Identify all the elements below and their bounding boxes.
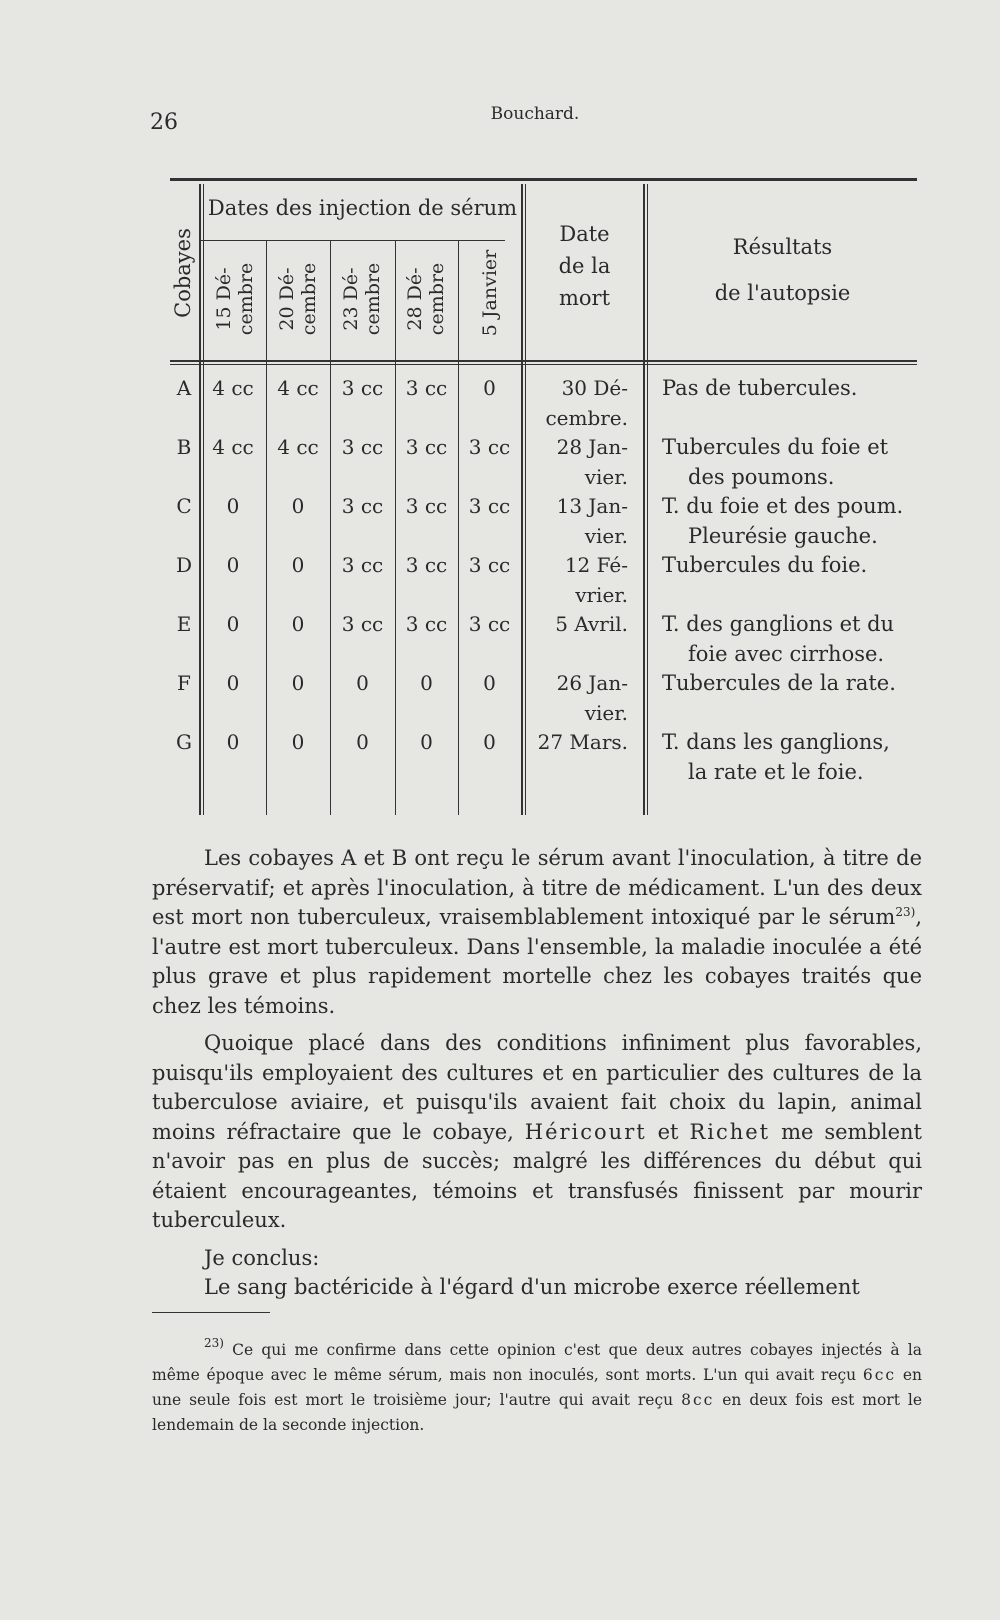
paragraph: Le sang bactéricide à l'égard d'un microbe exerce réellement	[204, 1275, 860, 1299]
dose: 0	[291, 494, 305, 518]
dose: 3 cc	[405, 435, 448, 459]
footnote: $^{23)}$ Ce qui me confirme dans cette opinion c'est que deux autres cobayes injectés à la même époque avec le même sérum, mais non inoculés, sont morts. L'un qui avait reçu 6cc en une seule fois est mort le troisième jour; l'autre qui avait reçu 8cc en deux fois est mort le lendemain de la seconde injection.	[152, 1336, 922, 1434]
header-injection-dates: Dates des injection de sérum	[207, 196, 518, 220]
row-id: A	[176, 376, 192, 400]
dose: 4 cc	[212, 376, 254, 400]
table-top-rule	[170, 178, 917, 181]
running-head	[150, 104, 920, 144]
author-name: Héricourt	[524, 1119, 647, 1144]
paragraph: Quoique placé dans des conditions infiniment plus favorables, puisqu'ils employaient des cultures et en particulier des cultures de la tuberculose aviaire, et puisqu'ils avaient fait choix du lapin, animal moins réfractaire que le cobaye, Héricourt et Richet me semblent n'avoir pas en plus de succès; malgré les différences du début qui étaient encourageantes, témoins et transfusés finissent par mourir tuberculeux.	[152, 1031, 922, 1232]
table-header-rule-2	[170, 364, 917, 365]
dose: 0	[420, 730, 433, 754]
autopsy-result: T. des ganglions et du foie avec cirrhose.	[662, 612, 895, 666]
dose: 0	[483, 730, 496, 754]
row-id: D	[175, 553, 193, 577]
header-date-4: 28 Dé- cembre	[404, 262, 448, 336]
dose: 4 cc	[277, 376, 319, 400]
page-number: 26	[150, 110, 178, 135]
dose: 0	[420, 671, 433, 695]
dose: 0	[226, 494, 240, 518]
dose: 0	[291, 612, 305, 636]
dose: 3 cc	[405, 376, 448, 400]
col-rule	[643, 184, 645, 815]
death-date: 28 Jan- vier.	[556, 435, 628, 489]
header-date-1: 15 Dé- cembre	[213, 262, 257, 336]
dose: 0	[483, 671, 496, 695]
death-date: 27 Mars.	[537, 730, 628, 754]
footnote-rule	[152, 1312, 270, 1313]
table-header-rule	[170, 360, 917, 362]
running-head-author: Bouchard.	[490, 104, 580, 124]
dose: 0	[226, 553, 240, 577]
dose: 3 cc	[341, 612, 384, 636]
footnote-ref: 23)	[895, 905, 916, 919]
dose: 4 cc	[277, 435, 319, 459]
footnote-marker: 23)	[204, 1336, 224, 1350]
dose: 3 cc	[468, 494, 511, 518]
header-date-5: 5 Janvier	[479, 249, 501, 337]
dose: 3 cc	[341, 553, 384, 577]
dose: 3 cc	[468, 612, 511, 636]
paragraph: Je conclus:	[204, 1245, 320, 1270]
header-death-date: Date de la mort	[558, 222, 611, 310]
dose: 0	[356, 671, 369, 695]
dose: 4 cc	[212, 435, 254, 459]
autopsy-result: Pas de tubercules.	[662, 376, 858, 400]
autopsy-result: Tubercules du foie.	[662, 553, 868, 577]
dose: 3 cc	[341, 376, 384, 400]
death-date: 12 Fé- vrier.	[564, 553, 628, 607]
death-date: 26 Jan- vier.	[556, 671, 628, 725]
header-results: Résultats de l'autopsie	[714, 235, 851, 305]
dose: 0	[226, 730, 240, 754]
autopsy-result: T. dans les ganglions, la rate et le foie.	[662, 730, 890, 784]
header-cobayes: Cobayes	[171, 228, 195, 318]
death-date: 30 Dé- cembre.	[545, 376, 628, 430]
dose: 0	[356, 730, 369, 754]
dose: 3 cc	[341, 435, 384, 459]
dose: 0	[483, 376, 496, 400]
paragraph: Les cobayes A et B ont reçu le sérum avant l'inoculation, à titre de préservatif; et après l'inoculation, à titre de médicament. L'un des deux est mort non tuberculeux, vraisemblablement intoxiqué par le sérum$^{23)}$, l'autre est mort tuberculeux. Dans l'ensemble, la maladie inoculée a été plus grave et plus rapidement mortelle chez les cobayes traités que chez les témoins.	[152, 846, 922, 1018]
row-id: E	[176, 612, 192, 636]
autopsy-result: Tubercules de la rate.	[662, 671, 896, 695]
row-id: B	[176, 435, 192, 459]
autopsy-result: T. du foie et des poum. Pleurésie gauche.	[662, 494, 904, 548]
author-name: Richet	[689, 1119, 771, 1144]
dose: 3 cc	[468, 435, 511, 459]
body-text	[152, 844, 922, 1303]
death-date: 13 Jan- vier.	[556, 494, 628, 548]
row-id: C	[176, 494, 192, 518]
dose: 0	[291, 671, 305, 695]
death-date: 5 Avril.	[555, 612, 628, 636]
row-id: F	[177, 671, 191, 695]
dose: 3 cc	[405, 494, 448, 518]
dose: 3 cc	[405, 553, 448, 577]
dose: 3 cc	[341, 494, 384, 518]
dose: 0	[226, 612, 240, 636]
header-date-2: 20 Dé- cembre	[276, 262, 320, 336]
dose: 3 cc	[405, 612, 448, 636]
dose: 3 cc	[468, 553, 511, 577]
row-id: G	[176, 730, 192, 754]
dose: 0	[291, 553, 305, 577]
col-rule	[521, 184, 523, 815]
autopsy-result: Tubercules du foie et des poumons.	[662, 435, 889, 489]
dose: 0	[291, 730, 305, 754]
group-header-rule	[200, 240, 505, 241]
header-date-3: 23 Dé- cembre	[340, 262, 384, 336]
dose: 0	[226, 671, 240, 695]
results-table	[170, 178, 917, 815]
